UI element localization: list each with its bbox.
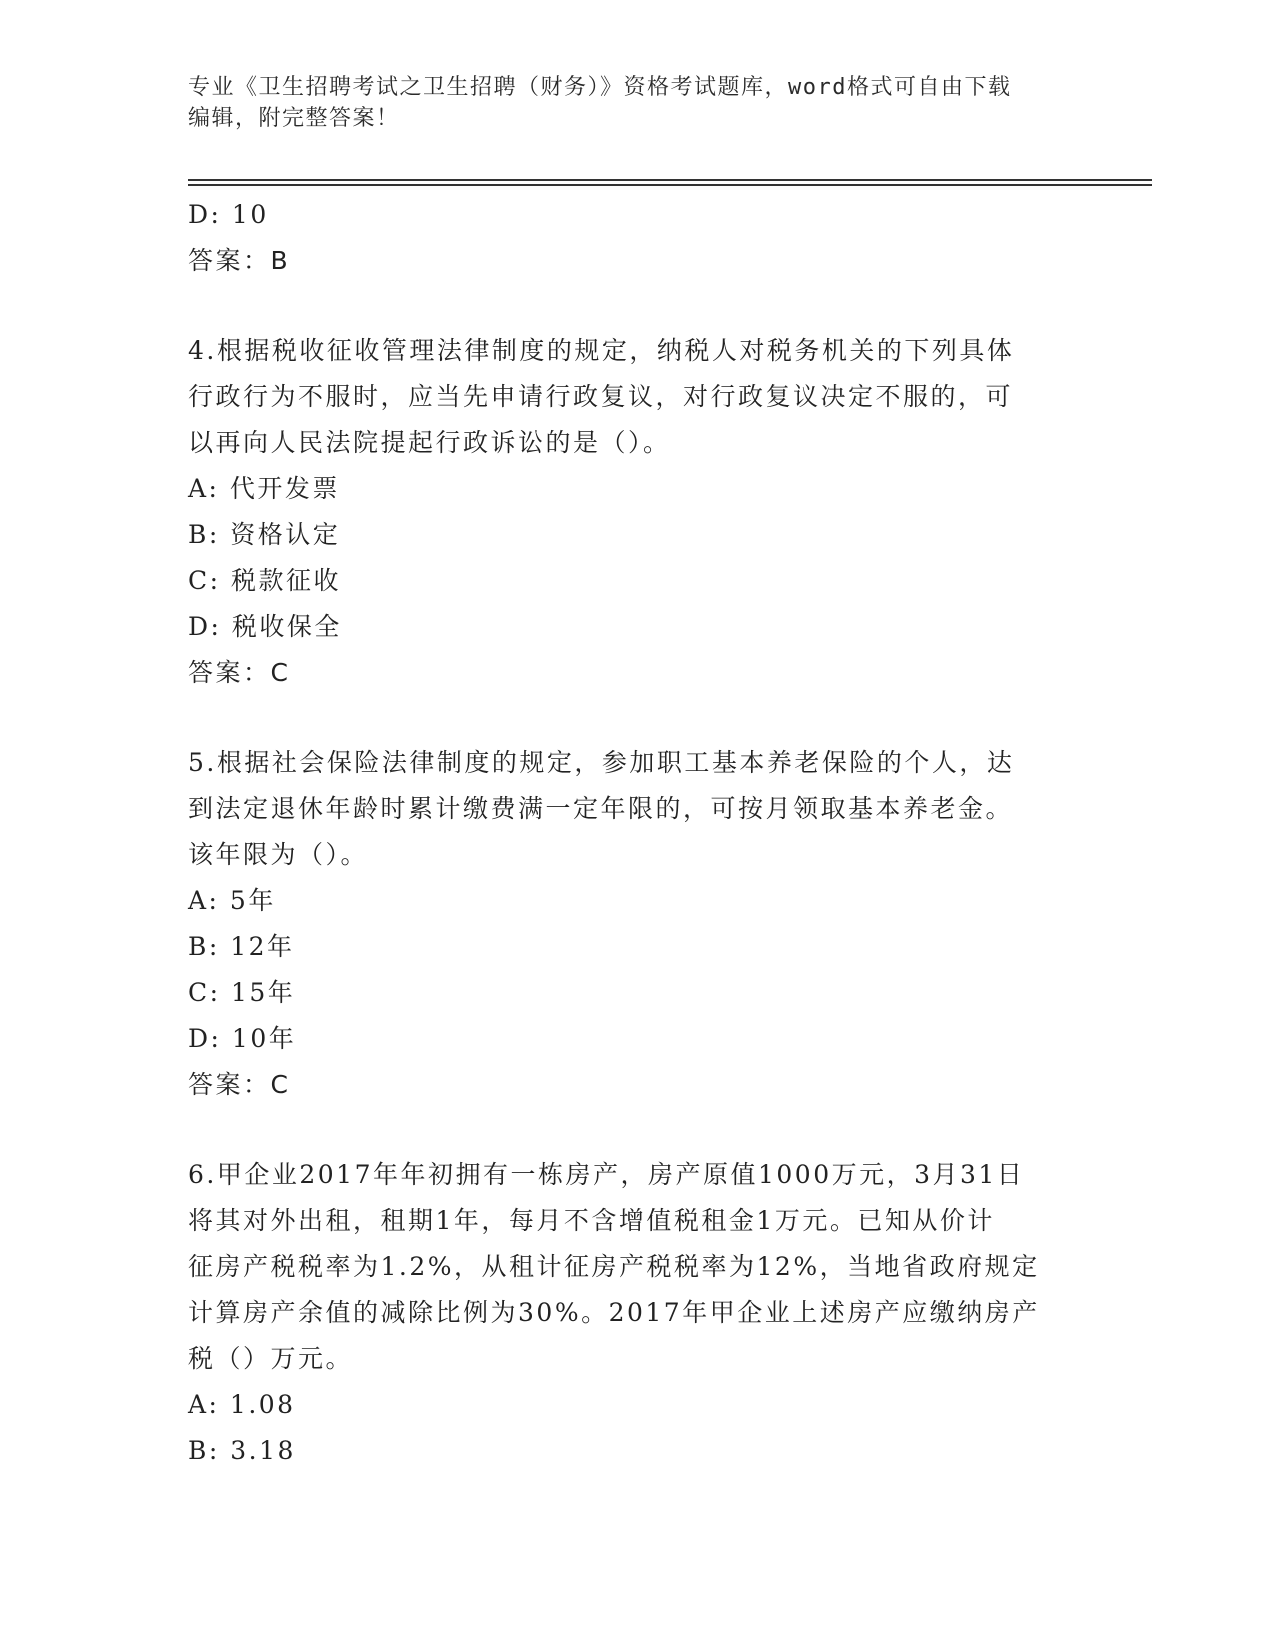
header-line-1: 专业《卫生招聘考试之卫生招聘（财务）》资格考试题库，word格式可自由下载 — [188, 75, 1012, 100]
option-d: D: 10年 — [188, 1024, 297, 1053]
option-c: C: 税款征收 — [188, 566, 341, 595]
answer-line: 答案：C — [188, 658, 291, 687]
spacer — [188, 284, 1068, 328]
option-d: D: 10 — [188, 200, 269, 229]
header-divider-bottom — [188, 184, 1152, 186]
question-5 — [188, 740, 1068, 1108]
option-b: B: 资格认定 — [188, 520, 341, 549]
spacer — [188, 696, 1068, 740]
question-content — [188, 192, 1068, 1474]
page-header — [188, 72, 1088, 134]
stem-line: 该年限为（）。 — [188, 840, 369, 869]
stem-line: 计算房产余值的减除比例为30%。2017年甲企业上述房产应缴纳房产 — [188, 1298, 1040, 1327]
stem-line: 行政行为不服时，应当先申请行政复议，对行政复议决定不服的，可 — [188, 382, 1014, 411]
stem-line: 到法定退休年龄时累计缴费满一定年限的，可按月领取基本养老金。 — [188, 794, 1014, 823]
stem-line: 4.根据税收征收管理法律制度的规定，纳税人对税务机关的下列具体 — [188, 336, 1015, 365]
stem-line: 5.根据社会保险法律制度的规定，参加职工基本养老保险的个人，达 — [188, 748, 1015, 777]
stem-line: 征房产税税率为1.2%，从租计征房产税税率为12%，当地省政府规定 — [188, 1252, 1040, 1281]
answer-line: 答案：C — [188, 1070, 291, 1099]
stem-line: 6.甲企业2017年年初拥有一栋房产，房产原值1000万元，3月31日 — [188, 1160, 1025, 1189]
question-stem — [188, 328, 1068, 466]
option-a: A: 1.08 — [188, 1390, 296, 1419]
option-c: C: 15年 — [188, 978, 296, 1007]
option-a: A: 代开发票 — [188, 474, 340, 503]
spacer — [188, 1108, 1068, 1152]
option-b: B: 3.18 — [188, 1436, 296, 1465]
stem-line: 以再向人民法院提起行政诉讼的是（）。 — [188, 428, 671, 457]
option-a: A: 5年 — [188, 886, 276, 915]
stem-line: 将其对外出租，租期1年，每月不含增值税租金1万元。已知从价计 — [188, 1206, 995, 1235]
header-divider-top — [188, 179, 1152, 181]
option-b: B: 12年 — [188, 932, 295, 961]
question-stem — [188, 740, 1068, 878]
question-6 — [188, 1152, 1068, 1474]
stem-line: 税（）万元。 — [188, 1344, 354, 1373]
header-line-2: 编辑，附完整答案！ — [188, 106, 400, 131]
question-stem — [188, 1152, 1068, 1382]
option-d: D: 税收保全 — [188, 612, 342, 641]
answer-line: 答案：B — [188, 246, 291, 275]
question-4 — [188, 328, 1068, 696]
